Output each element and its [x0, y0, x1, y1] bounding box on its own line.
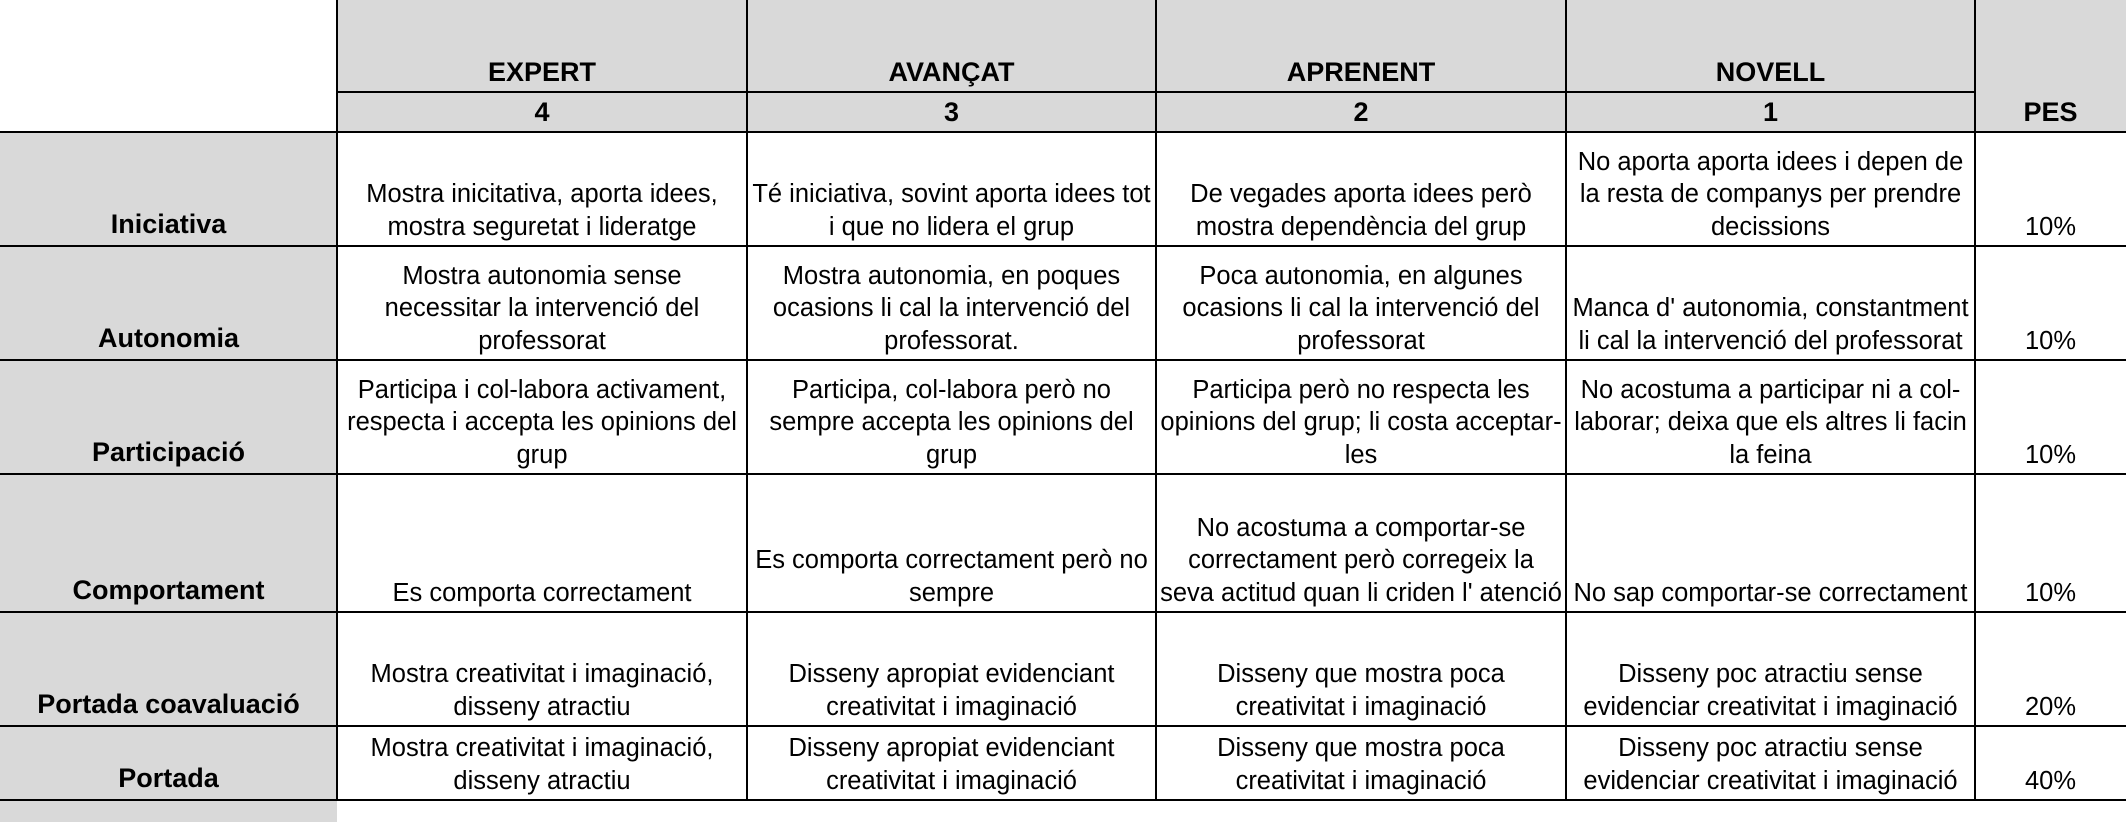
level-score-novell: 1 [1762, 97, 1779, 127]
level-name-expert: EXPERT [487, 57, 597, 87]
grid-line [0, 245, 2126, 247]
cell-comportament-novell: No sap comportar-se correctament [1573, 578, 1968, 607]
weight-portada-coavaluacio: 20% [2024, 692, 2077, 721]
criterion-iniciativa: Iniciativa [110, 209, 227, 239]
weight-iniciativa: 10% [2024, 212, 2077, 241]
cell-participacio-aprenent: Participa però no respecta les opinions del grup; li costa acceptar-les [1160, 375, 1562, 469]
cell-autonomia-expert: Mostra autonomia sense necessitar la intervenció del professorat [384, 261, 700, 355]
level-score-aprenent: 2 [1353, 97, 1369, 127]
criterion-portada-coavaluacio: Portada coavaluació [37, 689, 300, 719]
grid-line [336, 0, 338, 800]
cell-portada-coavaluacio-novell: Disseny poc atractiu sense evidenciar creativitat i imaginació [1583, 660, 1958, 721]
criterion-comportament: Comportament [72, 575, 265, 605]
criterion-autonomia: Autonomia [98, 323, 239, 353]
weight-portada: 40% [2024, 766, 2077, 795]
criterion-portada: Portada [118, 763, 219, 793]
level-name-aprenent: APRENENT [1286, 57, 1436, 87]
cell-portada-novell: Disseny poc atractiu sense evidenciar creativitat i imaginació [1583, 734, 1958, 795]
cell-participacio-expert: Participa i col-labora activament, respecta i accepta les opinions del grup [347, 375, 737, 469]
level-score-expert: 4 [534, 97, 550, 127]
cell-portada-coavaluacio-expert: Mostra creativitat i imaginació, disseny atractiu [370, 660, 714, 721]
grid-line [0, 131, 2126, 133]
cell-autonomia-novell: Manca d' autonomia, constantment li cal la intervenció del professorat [1572, 294, 1969, 355]
grid-line [336, 91, 1976, 93]
cell-portada-aprenent: Disseny que mostra poca creativitat i imaginació [1217, 734, 1505, 795]
cell-iniciativa-aprenent: De vegades aporta idees però mostra dependència del grup [1190, 180, 1532, 241]
cell-portada-coavaluacio-avancat: Disseny apropiat evidenciant creativitat i imaginació [788, 660, 1115, 721]
cell-iniciativa-avancat: Té iniciativa, sovint aporta idees tot i que no lidera el grup [752, 180, 1151, 241]
level-name-novell: NOVELL [1715, 57, 1826, 87]
criterion-participacio: Participació [91, 437, 246, 467]
grid-line [1155, 0, 1157, 800]
cell-autonomia-aprenent: Poca autonomia, en algunes ocasions li cal la intervenció del professorat [1182, 261, 1540, 355]
grid-line [0, 473, 2126, 475]
cell-iniciativa-novell: No aporta aporta idees i depen de la resta de companys per prendre decissions [1577, 147, 1964, 241]
weight-comportament: 10% [2024, 578, 2077, 607]
grid-line [1974, 0, 1976, 800]
weight-header: PES [2023, 97, 2078, 127]
level-score-avancat: 3 [943, 97, 960, 127]
cell-comportament-expert: Es comporta correctament [392, 578, 692, 607]
cell-portada-avancat: Disseny apropiat evidenciant creativitat i imaginació [788, 734, 1115, 795]
grid-line [0, 799, 2126, 801]
grid-line [0, 725, 2126, 727]
cell-portada-coavaluacio-aprenent: Disseny que mostra poca creativitat i imaginació [1217, 660, 1505, 721]
grid-line [1565, 0, 1567, 800]
grid-line [0, 611, 2126, 613]
cell-comportament-aprenent: No acostuma a comportar-se correctament però corregeix la seva actitud quan li criden l' atenció [1160, 513, 1562, 607]
grid-line [746, 0, 748, 800]
cell-participacio-avancat: Participa, col-labora però no sempre accepta les opinions del grup [769, 375, 1134, 469]
level-name-avancat: AVANÇAT [888, 57, 1015, 87]
cell-autonomia-avancat: Mostra autonomia, en poques ocasions li cal la intervenció del professorat. [772, 261, 1131, 355]
cell-comportament-avancat: Es comporta correctament però no sempre [755, 546, 1148, 607]
grid-line [0, 359, 2126, 361]
cell-participacio-novell: No acostuma a participar ni a col-laborar; deixa que els altres li facin la feina [1574, 375, 1967, 469]
cell-portada-expert: Mostra creativitat i imaginació, disseny atractiu [370, 734, 714, 795]
weight-autonomia: 10% [2024, 326, 2077, 355]
cell-iniciativa-expert: Mostra inicitativa, aporta idees, mostra seguretat i lideratge [366, 180, 718, 241]
weight-participacio: 10% [2024, 440, 2077, 469]
